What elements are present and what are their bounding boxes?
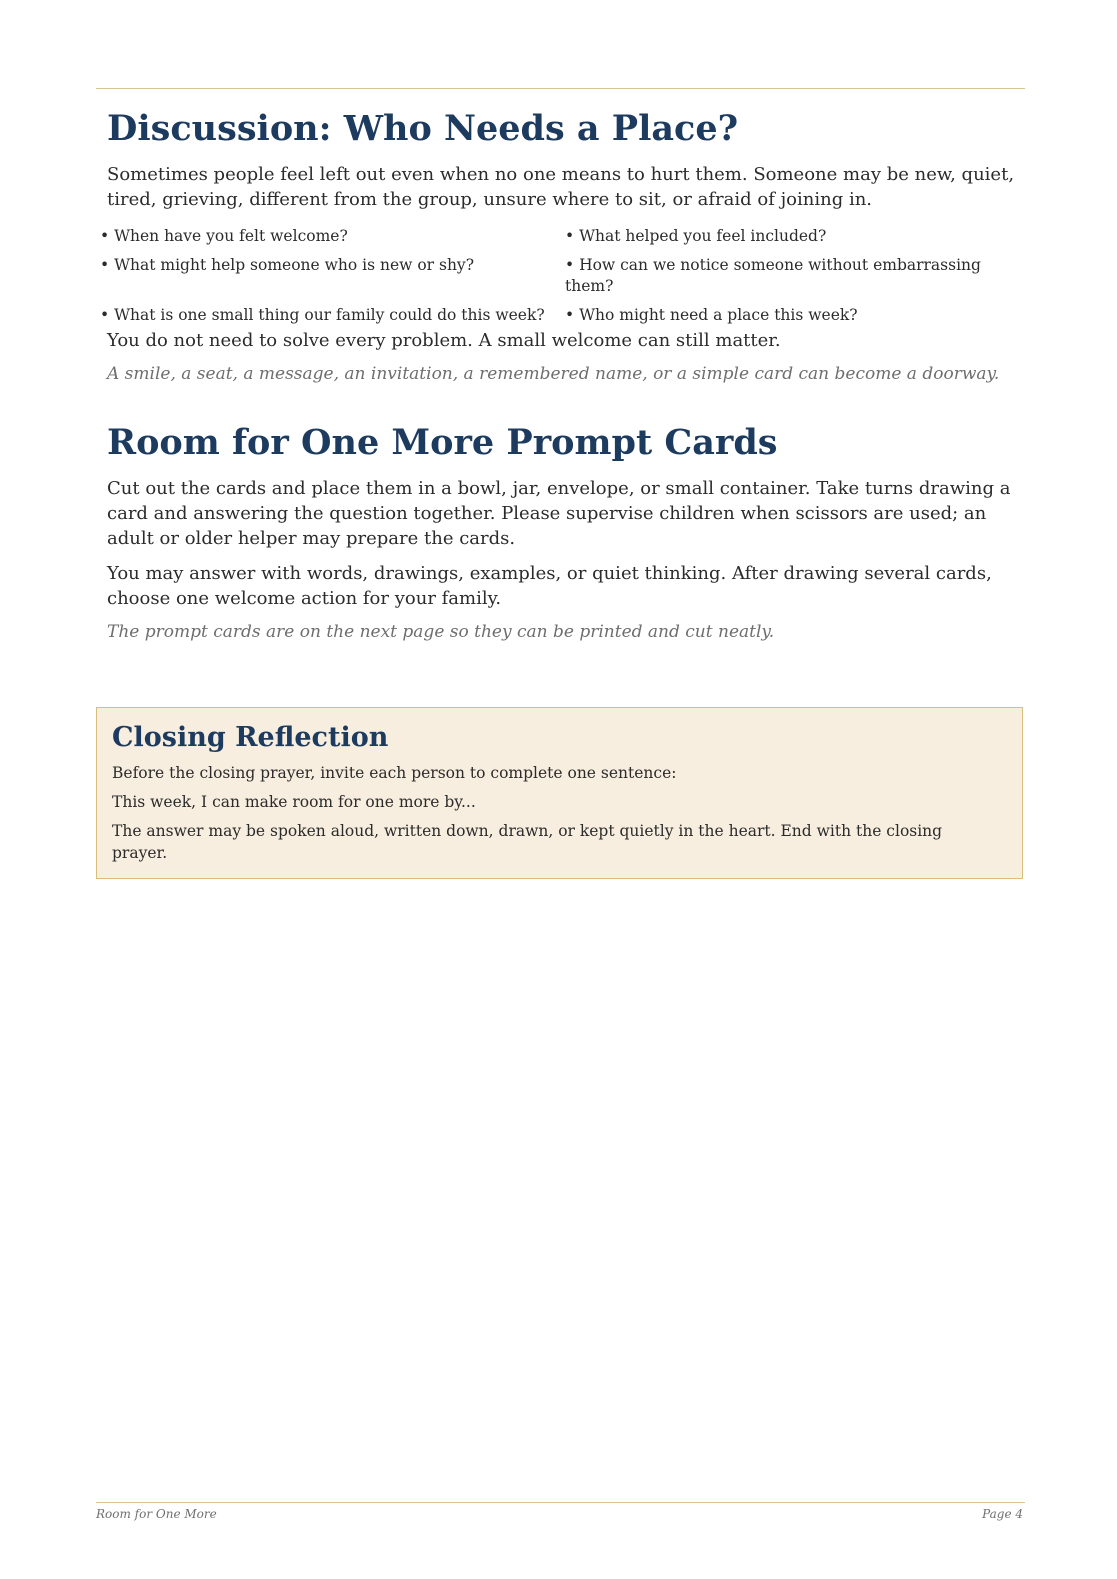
footer-title: Room for One More xyxy=(96,1507,217,1521)
closing-line: The answer may be spoken aloud, written down, drawn, or kept quietly in the heart. End with the closing prayer. xyxy=(112,822,943,862)
question-item: • When have you felt welcome? xyxy=(100,227,348,245)
discussion-italic-note: A smile, a seat, a message, an invitation, a remembered name, or a simple card can become a doorway. xyxy=(107,364,1000,384)
prompt-cards-section xyxy=(96,414,1025,644)
closing-line: This week, I can make room for one more by... xyxy=(112,793,476,811)
closing-reflection-box xyxy=(96,707,1023,879)
prompt-cards-answer-guidance: You may answer with words, drawings, examples, or quiet thinking. After drawing several cards, choose one welcome action for your family. xyxy=(107,563,992,609)
closing-lines xyxy=(112,762,992,871)
prompt-cards-instructions: Cut out the cards and place them in a bowl, jar, envelope, or small container. Take turns drawing a card and answering the question together. Please supervise children when scissors are used; an adult or older helper may prepare the cards. xyxy=(107,478,1011,549)
page-number: Page 4 xyxy=(982,1507,1023,1521)
question-item: • What is one small thing our family could do this week? xyxy=(100,306,545,324)
closing-line: Before the closing prayer, invite each person to complete one sentence: xyxy=(112,764,677,782)
question-item: • How can we notice someone without embarrassing them? xyxy=(565,256,981,295)
discussion-title: Discussion: Who Needs a Place? xyxy=(107,108,739,149)
question-item: • What might help someone who is new or shy? xyxy=(100,256,474,274)
main-content xyxy=(96,100,1025,644)
top-divider xyxy=(96,88,1025,89)
question-item: • What helped you feel included? xyxy=(565,227,827,245)
closing-title: Closing Reflection xyxy=(112,722,389,753)
discussion-question-list xyxy=(100,226,1025,326)
discussion-note: You do not need to solve every problem. A small welcome can still matter. xyxy=(107,330,781,351)
prompt-cards-italic-note: The prompt cards are on the next page so they can be printed and cut neatly. xyxy=(107,622,775,642)
discussion-section xyxy=(96,100,1025,386)
discussion-intro: Sometimes people feel left out even when no one means to hurt them. Someone may be new, quiet, tired, grieving, different from the group, unsure where to sit, or afraid of joining in. xyxy=(107,164,1015,210)
prompt-cards-title: Room for One More Prompt Cards xyxy=(107,422,778,463)
footer-divider xyxy=(96,1502,1025,1503)
question-item: • Who might need a place this week? xyxy=(565,306,858,324)
